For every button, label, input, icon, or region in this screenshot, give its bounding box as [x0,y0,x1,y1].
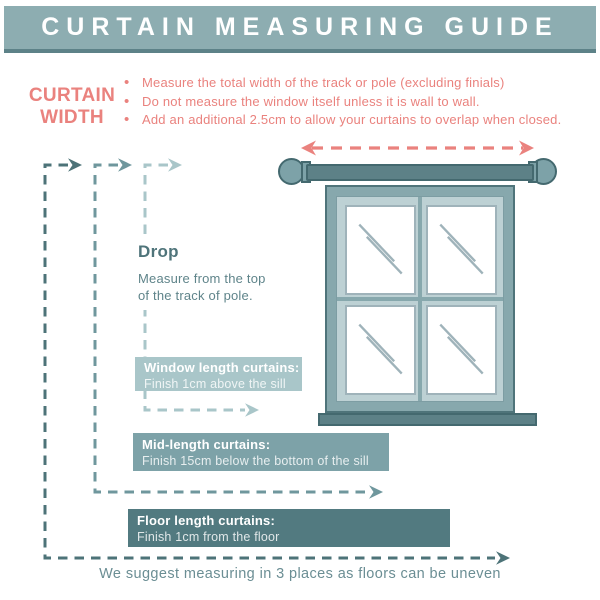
drop-title: Drop [138,242,179,261]
arrowhead-icon [68,158,82,172]
mid-length-bar [133,433,389,471]
instruction-text: Measure the total width of the track or pole (excluding finials) [142,75,505,90]
bar-subtitle: Finish 1cm from the floor [137,530,280,544]
window-frame [325,185,515,413]
footer-note: We suggest measuring in 3 places as floors can be uneven [99,566,501,582]
window-mullion-horizontal [337,297,503,301]
width-measure-arrow [301,141,534,156]
arrowhead-icon [369,485,383,499]
curtain-width-label-line2: WIDTH [40,107,104,128]
instruction-text: Do not measure the window itself unless it is wall to wall. [142,93,480,109]
glass-reflection-icon [347,307,414,393]
bar-subtitle: Finish 1cm above the sill [144,377,286,391]
drop-description-line2: of the track of pole. [138,287,253,303]
window-pane [345,205,416,295]
bar-title: Mid-length curtains: [142,437,271,452]
window-pane [345,305,416,395]
window-sill [318,413,537,426]
floor-length-bar [128,509,450,547]
arrowhead-icon [168,158,182,172]
instruction-text: Add an additional 2.5cm to allow your curtains to overlap when closed. [142,112,562,127]
drop-description [138,271,267,304]
window-inner-frame [336,196,504,402]
bar-subtitle: Finish 15cm below the bottom of the sill [142,454,369,468]
page-title: CURTAIN MEASURING GUIDE [41,13,559,41]
bar-title: Window length curtains: [144,360,300,375]
bar-title: Floor length curtains: [137,513,276,528]
drop-description-line1: Measure from the top [138,271,266,286]
window-pane [426,205,497,295]
arrowhead-icon [245,403,259,417]
window-pane [426,305,497,395]
arrowhead-icon [118,158,132,172]
curtain-width-label-line1: CURTAIN [28,85,116,106]
arrowhead-icon [496,551,510,565]
glass-reflection-icon [428,207,495,293]
window-length-bar [135,357,302,391]
glass-reflection-icon [347,207,414,293]
curtain-pole [306,164,534,181]
drop-annotation [131,238,271,310]
glass-reflection-icon [428,307,495,393]
